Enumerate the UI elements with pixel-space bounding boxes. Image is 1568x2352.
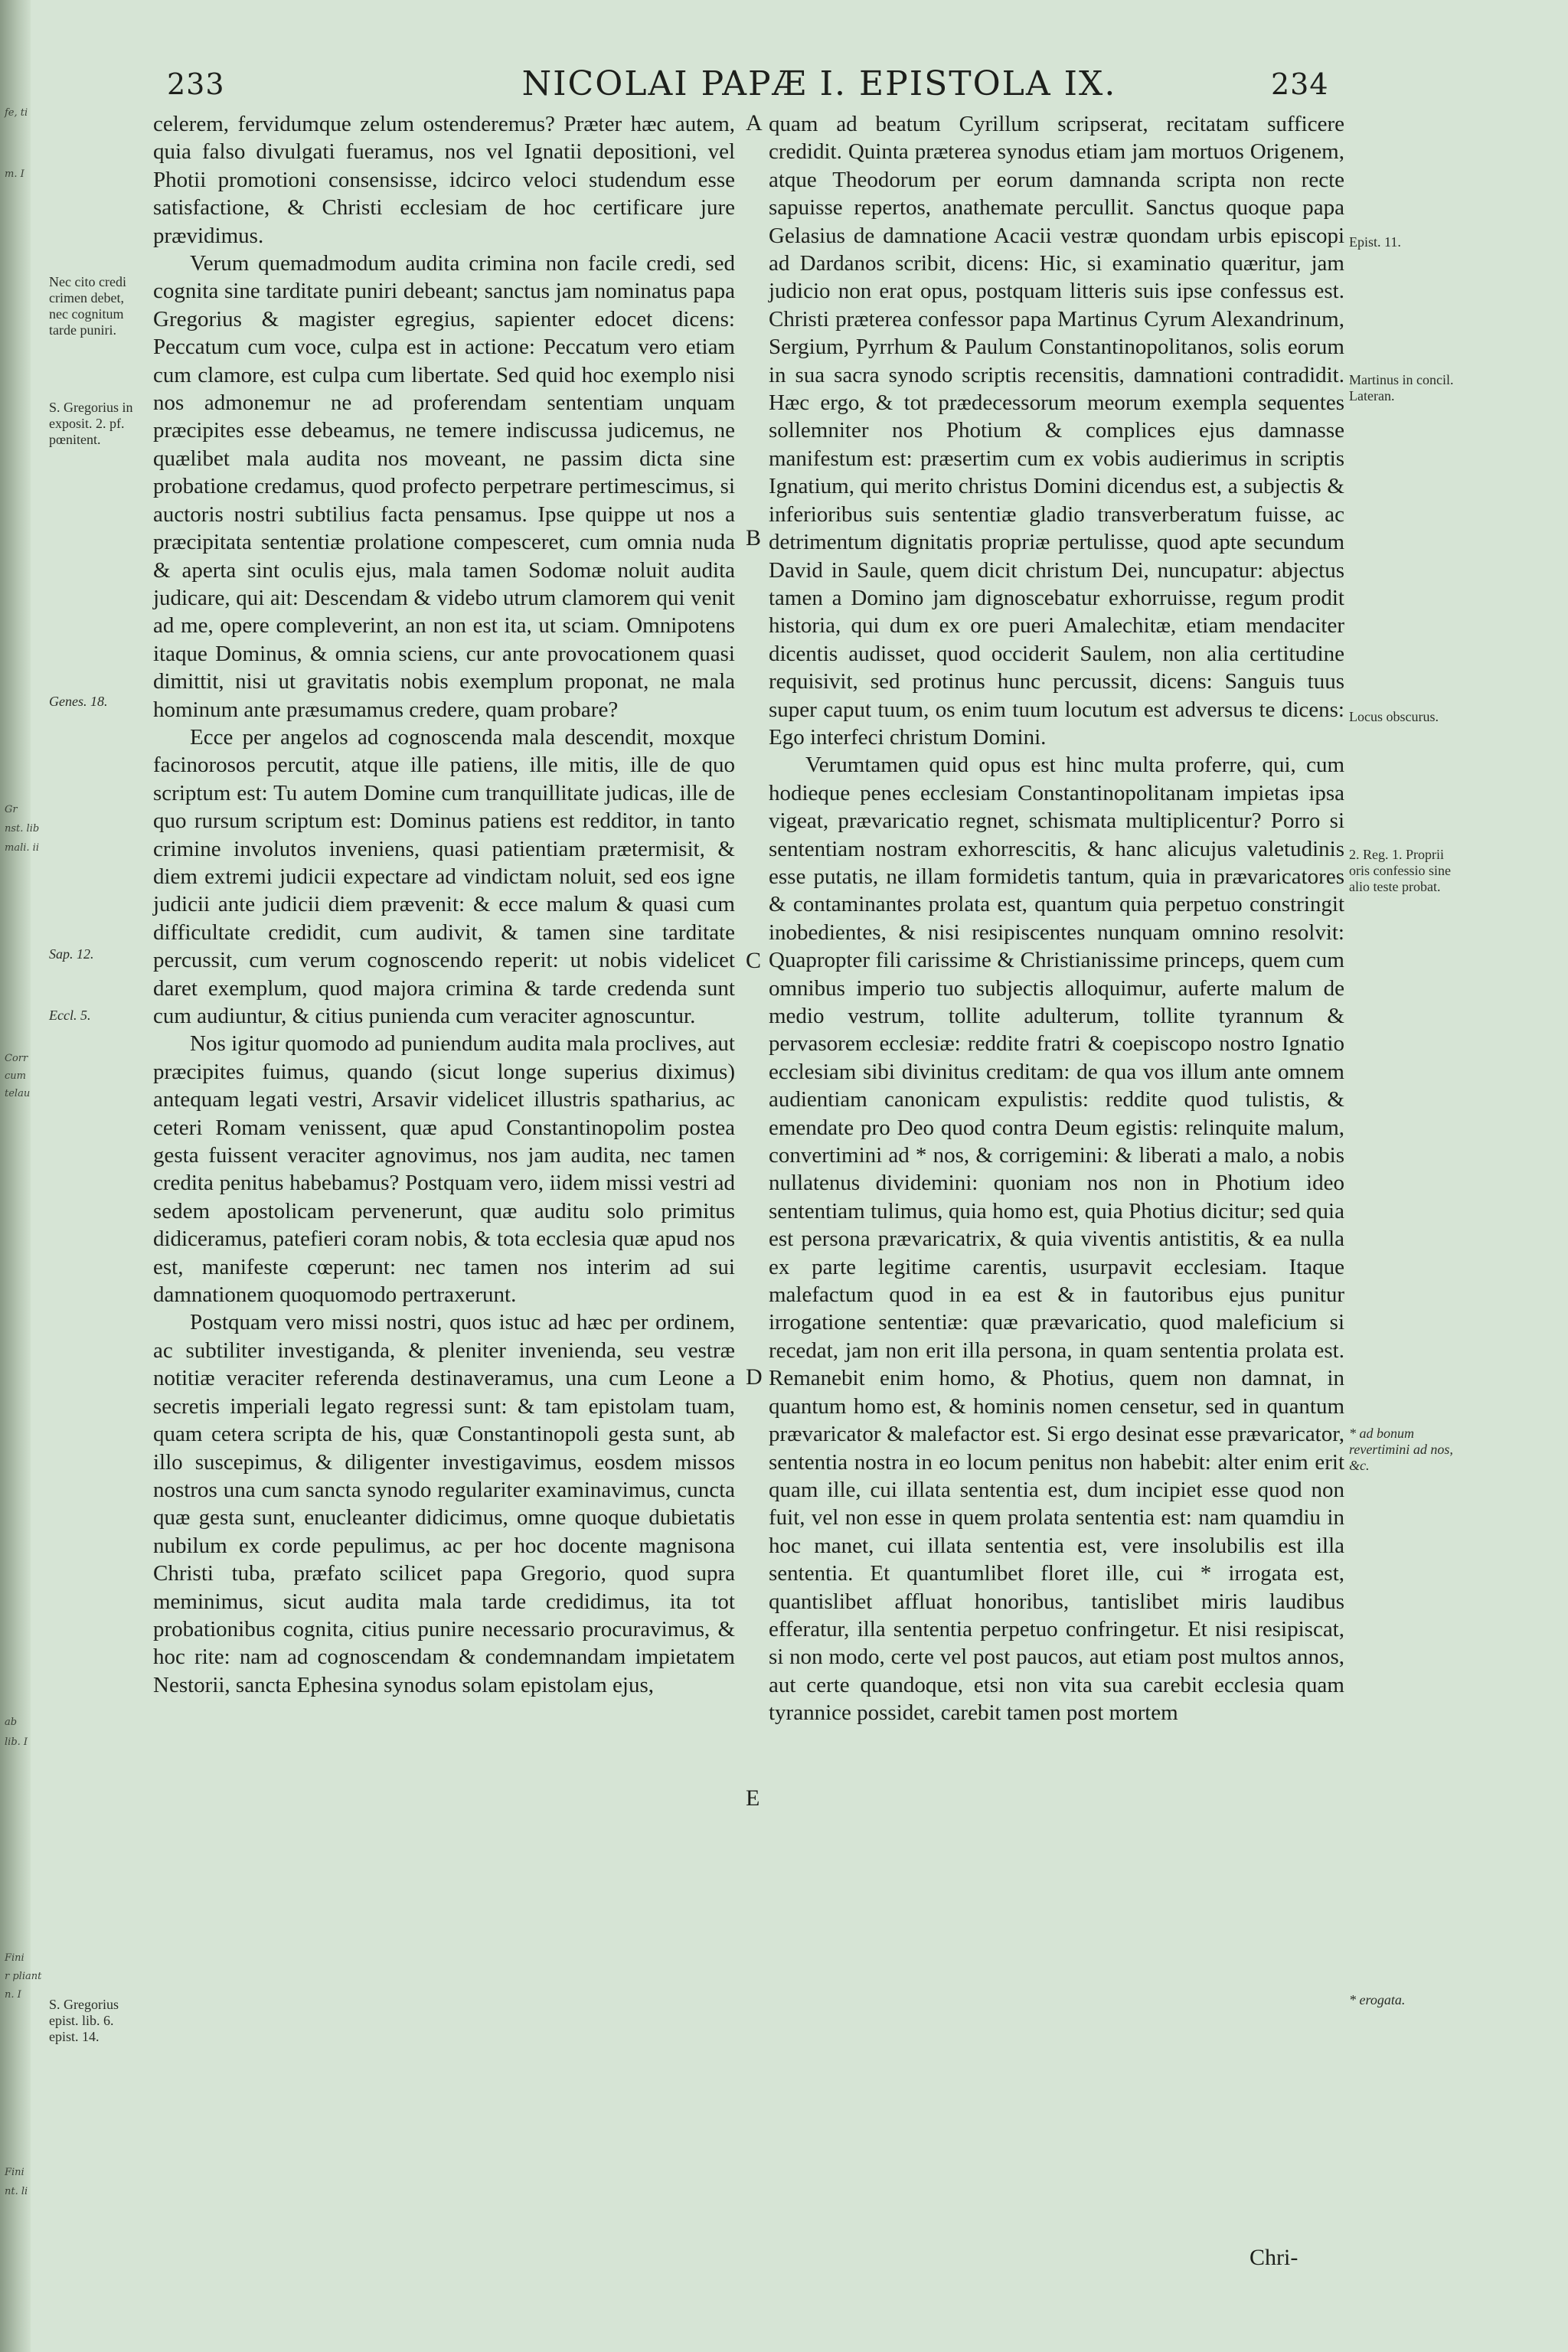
section-letter: B [746,525,762,550]
section-letter: D [746,1364,763,1390]
section-letter: A [746,110,763,136]
gutter-fragment: Gr [5,804,18,815]
right-page-number: 234 [1271,67,1329,101]
gutter-fragment: Fini [5,2167,24,2178]
gutter-fragment: fe, ti [5,107,28,119]
margin-note: Epist. 11. [1349,234,1401,250]
margin-note: S. Gregorius epist. lib. 6. epist. 14. [49,1997,119,2044]
paragraph: Nos igitur quomodo ad puniendum audita mala proclives, aut præcipites fuimus, quando (sicut longe superius diximus) antequam legati vestri, Arsavir videlicet illustris spatharius, ac ceteri Romam venissent, quæ apud Constantinopolim postea gesta fuissent veraciter agnovimus, nos jam audita, nec tamen credita penitus habebamus? Postquam vero, iidem missi vestri ad sedem apostolicam pervenerunt, quæ auditu solo primitus didiceramus, patefieri coram nobis, & tota ecclesia quæ apud nos est, manifeste cœperunt: nec tamen nos interim ad sui damnationem quoquomodo pertraxerunt. [153,1031,735,1308]
paragraph: Verumtamen quid opus est hinc multa proferre, qui, cum hodieque penes ecclesiam Constantinopolitanam impietas ipsa vigeat, prævaricatio regnet, schismata multiplicentur? Porro si sententiam nostram exhorrescitis, & hanc alicujus valetudinis esse putatis, ne illam formidetis tantum, quia in prævaricatores & contaminantes prolata est, quantum quia perpetuo constringit inobedientes, & nisi resipiscentes nunquam omnino resolvit: Quapropter fili carissime & Christianissime princeps, quem cum omnibus imperio tuo subjectis alloquimur, auferte malum de medio vestrum, tollite adulterum, tollite tyrannum & pervasorem ecclesiæ: reddite fratri & coepiscopo nostro Ignatio ecclesiam sibi divinitus creditam: de qua vos illum ante omnem audientiam canonicam expulistis: reddite quod tulistis, & emendate pro Deo quod contra Deum egistis: relinquite malum, convertimini ad * nos, & corrigemini: & liberati a malo, a nobis nullatenus dividemini: quoniam nos non in Photium ideo sententiam tulimus, quia homo est, quia Photius dicitur; sed quia est persona prævaricatrix, & quia viventis antistitis, & ea nulla ex parte legitime carentis, usurpavit ecclesiam. Itaque malefactum quod in ea est & in fautoribus ejus punitur irrogatione sententiæ: quæ prævaricatio, quod maleficium si recedat, jam non erit illa persona, in quam sententia prolata est. Remanebit enim homo, & Photius, quem non damnat, in quantum homo est, & hominis nomen censetur, sed in quantum prævaricator & malefactor est. Si ergo desinat esse prævaricator, sententia nostra in eo locum penitus non habebit: alter enim erit quam ille, cui illata sententia est, dum incipiet esse quod non fuit, vel non esse in quem prolata sententia est: nam quamdiu in hoc manet, cui illata sententia est, vere insolubilis est illa sententia. Et quantumlibet floret ille, cui * irrogata est, quantislibet affluat honoribus, tantislibet miris laudibus efferatur, illa sententia perpetuo confringetur. Et nisi resipiscat, si non modo, certe vel post paucos, aut etiam post multos annos, aut certe quandoque, etsi non vita sua carebit ecclesia quam tyrannice possidet, carebit tamen post mortem [769,753,1344,1726]
gutter-fragment: telau [5,1088,31,1099]
margin-note: * ad bonum revertimini ad nos, &c. [1349,1426,1453,1473]
paragraph: celerem, fervidumque zelum ostenderemus? Præter hæc autem, quia falso divulgati fueramus, nos vel Ignatii depositioni, vel Photii promotioni consensisse, idcirco veloci studendum esse satisfactione, & Christi ecclesiam de hoc certificare jure prævidimus. [153,112,735,248]
section-letter: C [746,948,762,973]
gutter-fragment: nst. lib [5,823,40,835]
gutter-fragment: Fini [5,1952,24,1964]
catchword: Chri- [1250,2245,1298,2270]
gutter-fragment: cum [5,1070,26,1082]
margin-note: Eccl. 5. [49,1008,91,1023]
paragraph: Verum quemadmodum audita crimina non facile credi, sed cognita sine tarditate puniri debeant; sanctus jam nominatus papa Gregorius & magister egregius, sapienter edocet dicens: Peccatum cum voce, culpa est in actione: Peccatum vero etiam cum clamore, est culpa cum libertate. Sed quid hoc exemplo nisi nos admonemur ne ad proferendam sententiam unquam præcipites esse debeamus, ne temere indiscussa judicemus, ne quælibet mala audita nos moveant, ne passim dicta sine probatione credamus, quod profecto perpetrare pertimescimus, si auctoris nostri subtilius facta pensamus. Ipse quippe ut nos a præcipitata sententiæ prolatione compesceret, cum omnia nuda & aperta sint oculis ejus, mala tamen Sodomæ noluit audita judicare, qui ait: Descendam & videbo utrum clamorem qui venit ad me, opere compleverint, an non est ita, ut sciam. Omnipotens itaque Dominus, & omnia sciens, cur ante provocationem quasi dimittit, nisi ut gravitatis nobis exemplum proponat, ne mala hominum ante præsumamus credere, quam probare? [153,251,735,722]
margin-note: Genes. 18. [49,694,108,709]
paragraph: Ecce per angelos ad cognoscenda mala descendit, moxque facinorosos percutit, atque ille patiens, ille mitis, ille de quo scriptum est: Tu autem Domine cum tranquillitate judicas, ille de quo rursum scriptum est: Dominus patiens est redditor, in tanto crimine involutos inveniens, quasi patientiam prætermisit, & diem extremi judicii expectare ad vindictam noluit, sed eos igne judicii ante judicii diem prævenit: & ecce malum & quasi cum difficultate credidit, cum audivit, & tamen sine tarditate percussit, cum verum cognoscendo reperit: ut nobis videlicet daret exemplum, quod majora crimina & tarde credenda sunt cum audiuntur, & citius punienda cum veraciter agnoscuntur. [153,724,735,1028]
left-page-number: 233 [167,67,225,101]
gutter-fragment: lib. I [5,1736,28,1748]
margin-note: Sap. 12. [49,946,94,962]
paragraph: Postquam vero missi nostri, quos istuc ad hæc per ordinem, ac subtiliter investiganda, & pleniter invenienda, seu vestræ notitiæ veraciter referenda destinaveramus, una cum Leone a secretis imperiali legato regressi sunt: & tam epistolam tuam, quam cetera scripta de his, quæ Constantinopoli gesta sunt, ab illo suscepimus, & diligenter investigavimus, eosdem missos nostros una cum sancta synodo regulariter examinavimus, cuncta quæ gesta sunt, enucleanter didicimus, omne quoque dubietatis nubilum ex corde pepulimus, ac per hoc docente magnisona Christi tuba, præfato scilicet papa Gregorio, quod supra meminimus, sicut audita mala tarde credidimus, ita tot probationibus cognita, citius punire necessario procuravimus, & hoc rite: nam ad cognoscendam & condemnandam impietatem Nestorii, sancta Ephesina synodus solam epistolam ejus, [153,1310,735,1697]
right-text-column [769,110,1344,1727]
gutter-fragment: n. I [5,1989,21,2001]
section-letter: E [746,1785,760,1811]
gutter-fragment: m. I [5,168,24,180]
margin-note: Martinus in concil. Lateran. [1349,372,1454,403]
gutter-fragment: ab [5,1717,18,1728]
gutter-fragment: r pliant [5,1971,42,1982]
margin-note: Locus obscurus. [1349,709,1439,724]
left-text-column [153,110,735,1699]
margin-note: 2. Reg. 1. Proprii oris confessio sine alio teste probat. [1349,847,1451,894]
gutter-fragment: mali. ii [5,842,39,854]
gutter-fragment: nt. li [5,2186,28,2197]
paragraph: quam ad beatum Cyrillum scripserat, recitatam sufficere credidit. Quinta præterea synodus etiam jam mortuos Origenem, atque Theodorum per eorum damnanda scripta non recte sapuisse repertos, anathemate percullit. Sanctus quoque papa Gelasius de damnatione Acacii vestræ quondam urbis episcopi ad Dardanos scribit, dicens: Hic, si examinatio quæritur, jam judicio non erat opus, postquam litteris suis ipse confessus est. Christi præterea confessor papa Martinus Cyrum Alexandrinum, Sergium, Pyrrhum & Paulum Constantinopolitanos, solis eorum in sua sacra synodo scriptis recensitis, damnationi contradidit. Hæc ergo, & tot prædecessorum meorum exempla sequentes sollemniter nos Photium & complices ejus damnasse manifestum est: præsertim cum ex vobis audierimus in scriptis Ignatium, qui merito christus Domini dicendus est, a subjectis & inferioribus suis sententiæ gladio transverberatum fuisse, ac detrimentum dignitatis propriæ pertulisse, quod apte secundum David in Saule, quem dicit christum Dei, nuncupatur: abjectus tamen a Domino jam dignoscebatur exhorruisse, regum prodit historia, qui dum ex ore pueri Amalechitæ, etiam mendaciter dicentis audisset, quod occiderit Saulem, non alia certitudine requisivit, sed protinus hunc percussit, dicens: Sanguis tuus super caput tuum, os enim tuum locutum est adversus te dicens: Ego interfeci christum Domini. [769,112,1344,750]
gutter-fragment: Corr [5,1053,28,1064]
margin-note: * erogata. [1349,1992,1406,2007]
binding-gutter [0,0,42,2352]
margin-note: Nec cito credi crimen debet, nec cognitum tarde puniri. [49,274,126,338]
running-head: NICOLAI PAPÆ I. EPISTOLA IX. [521,64,1117,103]
margin-note: S. Gregorius in exposit. 2. pf. pœnitent. [49,400,133,447]
